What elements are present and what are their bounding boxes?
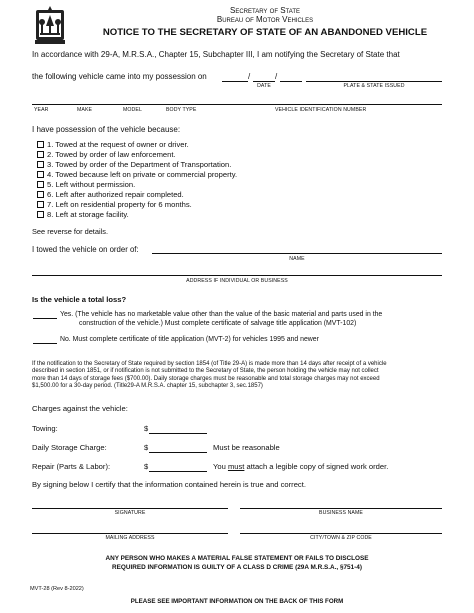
name-label: NAME xyxy=(289,256,305,262)
certification-text: By signing below I certify that the information contained herein is true and correct. xyxy=(32,480,306,489)
reason-checkbox[interactable] xyxy=(37,161,44,168)
state-seal-icon xyxy=(33,6,67,46)
city-zip-label: CITY/TOWN & ZIP CODE xyxy=(310,535,372,541)
form-number: MVT-28 (Rev 8-2022) xyxy=(30,586,84,592)
address-label: ADDRESS IF INDIVIDUAL OR BUSINESS xyxy=(186,278,288,284)
towing-amount-field[interactable] xyxy=(149,433,207,434)
agency-line-1: Secretary of State xyxy=(229,6,300,15)
back-notice: PLEASE SEE IMPORTANT INFORMATION ON THE BACK OF THIS FORM xyxy=(130,598,344,605)
address-field[interactable] xyxy=(32,275,442,276)
reason-item-2: 2. Towed by order of law enforcement. xyxy=(37,150,176,159)
repair-label: Repair (Parts & Labor): xyxy=(32,462,111,471)
warning-line-1: ANY PERSON WHO MAKES A MATERIAL FALSE STATEMENT OR FAILS TO DISCLOSE xyxy=(105,555,369,562)
year-label: YEAR xyxy=(34,107,49,113)
warning-line-2: REQUIRED INFORMATION IS GUILTY OF A CLASS D CRIME (29A M.R.S.A., §751-4) xyxy=(112,564,362,571)
reason-checkbox[interactable] xyxy=(37,171,44,178)
towed-order-label: I towed the vehicle on order of: xyxy=(32,245,139,254)
total-loss-no-text: No. Must complete certificate of title application (MVT-2) for vehicles 1995 and newer xyxy=(60,336,319,343)
agency-line-2: Bureau of Motor Vehicles xyxy=(216,15,314,24)
mailing-address-field[interactable] xyxy=(32,533,228,534)
total-loss-yes-field[interactable] xyxy=(33,318,57,319)
vehicle-info-field[interactable] xyxy=(32,104,442,105)
charges-heading: Charges against the vehicle: xyxy=(32,404,128,413)
reason-item-1: 1. Towed at the request of owner or driver. xyxy=(37,140,189,149)
reason-item-7: 7. Left on residential property for 6 months. xyxy=(37,200,192,209)
date-separator: / xyxy=(248,72,251,81)
towing-label: Towing: xyxy=(32,424,58,433)
mailing-address-label: MAILING ADDRESS xyxy=(105,535,155,541)
currency-symbol: $ xyxy=(144,462,149,471)
model-label: MODEL xyxy=(123,107,142,113)
reason-item-5: 5. Left without permission. xyxy=(37,180,135,189)
repair-amount-field[interactable] xyxy=(149,471,207,472)
reason-checkbox[interactable] xyxy=(37,181,44,188)
intro-line-1: In accordance with 29-A, M.R.S.A., Chapter 15, Subchapter III, I am notifying the Secretary of State that xyxy=(32,50,400,59)
business-name-field[interactable] xyxy=(240,508,442,509)
plate-label: PLATE & STATE ISSUED xyxy=(343,83,405,89)
daily-storage-note: Must be reasonable xyxy=(213,443,280,452)
daily-storage-amount-field[interactable] xyxy=(149,452,207,453)
reason-checkbox[interactable] xyxy=(37,151,44,158)
body-type-label: BODY TYPE xyxy=(166,107,197,113)
reason-checkbox[interactable] xyxy=(37,141,44,148)
city-zip-field[interactable] xyxy=(240,533,442,534)
notice-paragraph: If the notification to the Secretary of State required by section 1854 (of Title 29-A) is made more than 14 days after receipt of a vehicle described in section 1851, or if notification is not submitted to the Secretary of State, the person holding the vehicle may not collect more than 14 days of storage fees ($700.00). Daily storage charges must be reasonable and total storage charges may not exceed $1,500.00 for a 30-day period. (Title29-A M.R.S.A. chapter 15, subchapter 3, sec.1857) xyxy=(32,361,387,390)
currency-symbol: $ xyxy=(144,443,149,452)
repair-note: You must attach a legible copy of signed work order. xyxy=(213,462,389,471)
total-loss-no-field[interactable] xyxy=(33,343,57,344)
reason-checkbox[interactable] xyxy=(37,211,44,218)
date-month-field[interactable] xyxy=(222,81,248,82)
intro-line-2: the following vehicle came into my possession on xyxy=(32,72,207,81)
signature-field[interactable] xyxy=(32,508,228,509)
reason-item-4: 4. Towed because left on private or commercial property. xyxy=(37,170,237,179)
date-year-field[interactable] xyxy=(280,81,302,82)
date-day-field[interactable] xyxy=(253,81,275,82)
date-label: DATE xyxy=(257,83,271,89)
plate-state-field[interactable] xyxy=(306,81,442,82)
total-loss-yes-text: Yes. (The vehicle has no marketable value other than the value of the basic material and parts used in the xyxy=(60,311,383,318)
reason-item-8: 8. Left at storage facility. xyxy=(37,210,129,219)
reason-item-6: 6. Left after authorized repair completed. xyxy=(37,190,184,199)
currency-symbol: $ xyxy=(144,424,149,433)
date-separator: / xyxy=(275,72,278,81)
total-loss-question: Is the vehicle a total loss? xyxy=(32,295,127,304)
reason-checkbox[interactable] xyxy=(37,201,44,208)
vin-label: VEHICLE IDENTIFICATION NUMBER xyxy=(275,107,367,113)
make-label: MAKE xyxy=(77,107,93,113)
possession-heading: I have possession of the vehicle because: xyxy=(32,125,181,134)
business-name-label: BUSINESS NAME xyxy=(319,510,363,516)
total-loss-yes-text-2: construction of the vehicle.) Must complete certificate of salvage title application (MVT-102) xyxy=(79,320,357,327)
reason-item-3: 3. Towed by order of the Department of Transportation. xyxy=(37,160,231,169)
reason-checkbox[interactable] xyxy=(37,191,44,198)
name-field[interactable] xyxy=(152,253,442,254)
see-reverse-note: See reverse for details. xyxy=(32,227,108,236)
signature-label: SIGNATURE xyxy=(114,510,146,516)
daily-storage-label: Daily Storage Charge: xyxy=(32,443,107,452)
page-title: NOTICE TO THE SECRETARY OF STATE OF AN ABANDONED VEHICLE xyxy=(102,27,428,38)
